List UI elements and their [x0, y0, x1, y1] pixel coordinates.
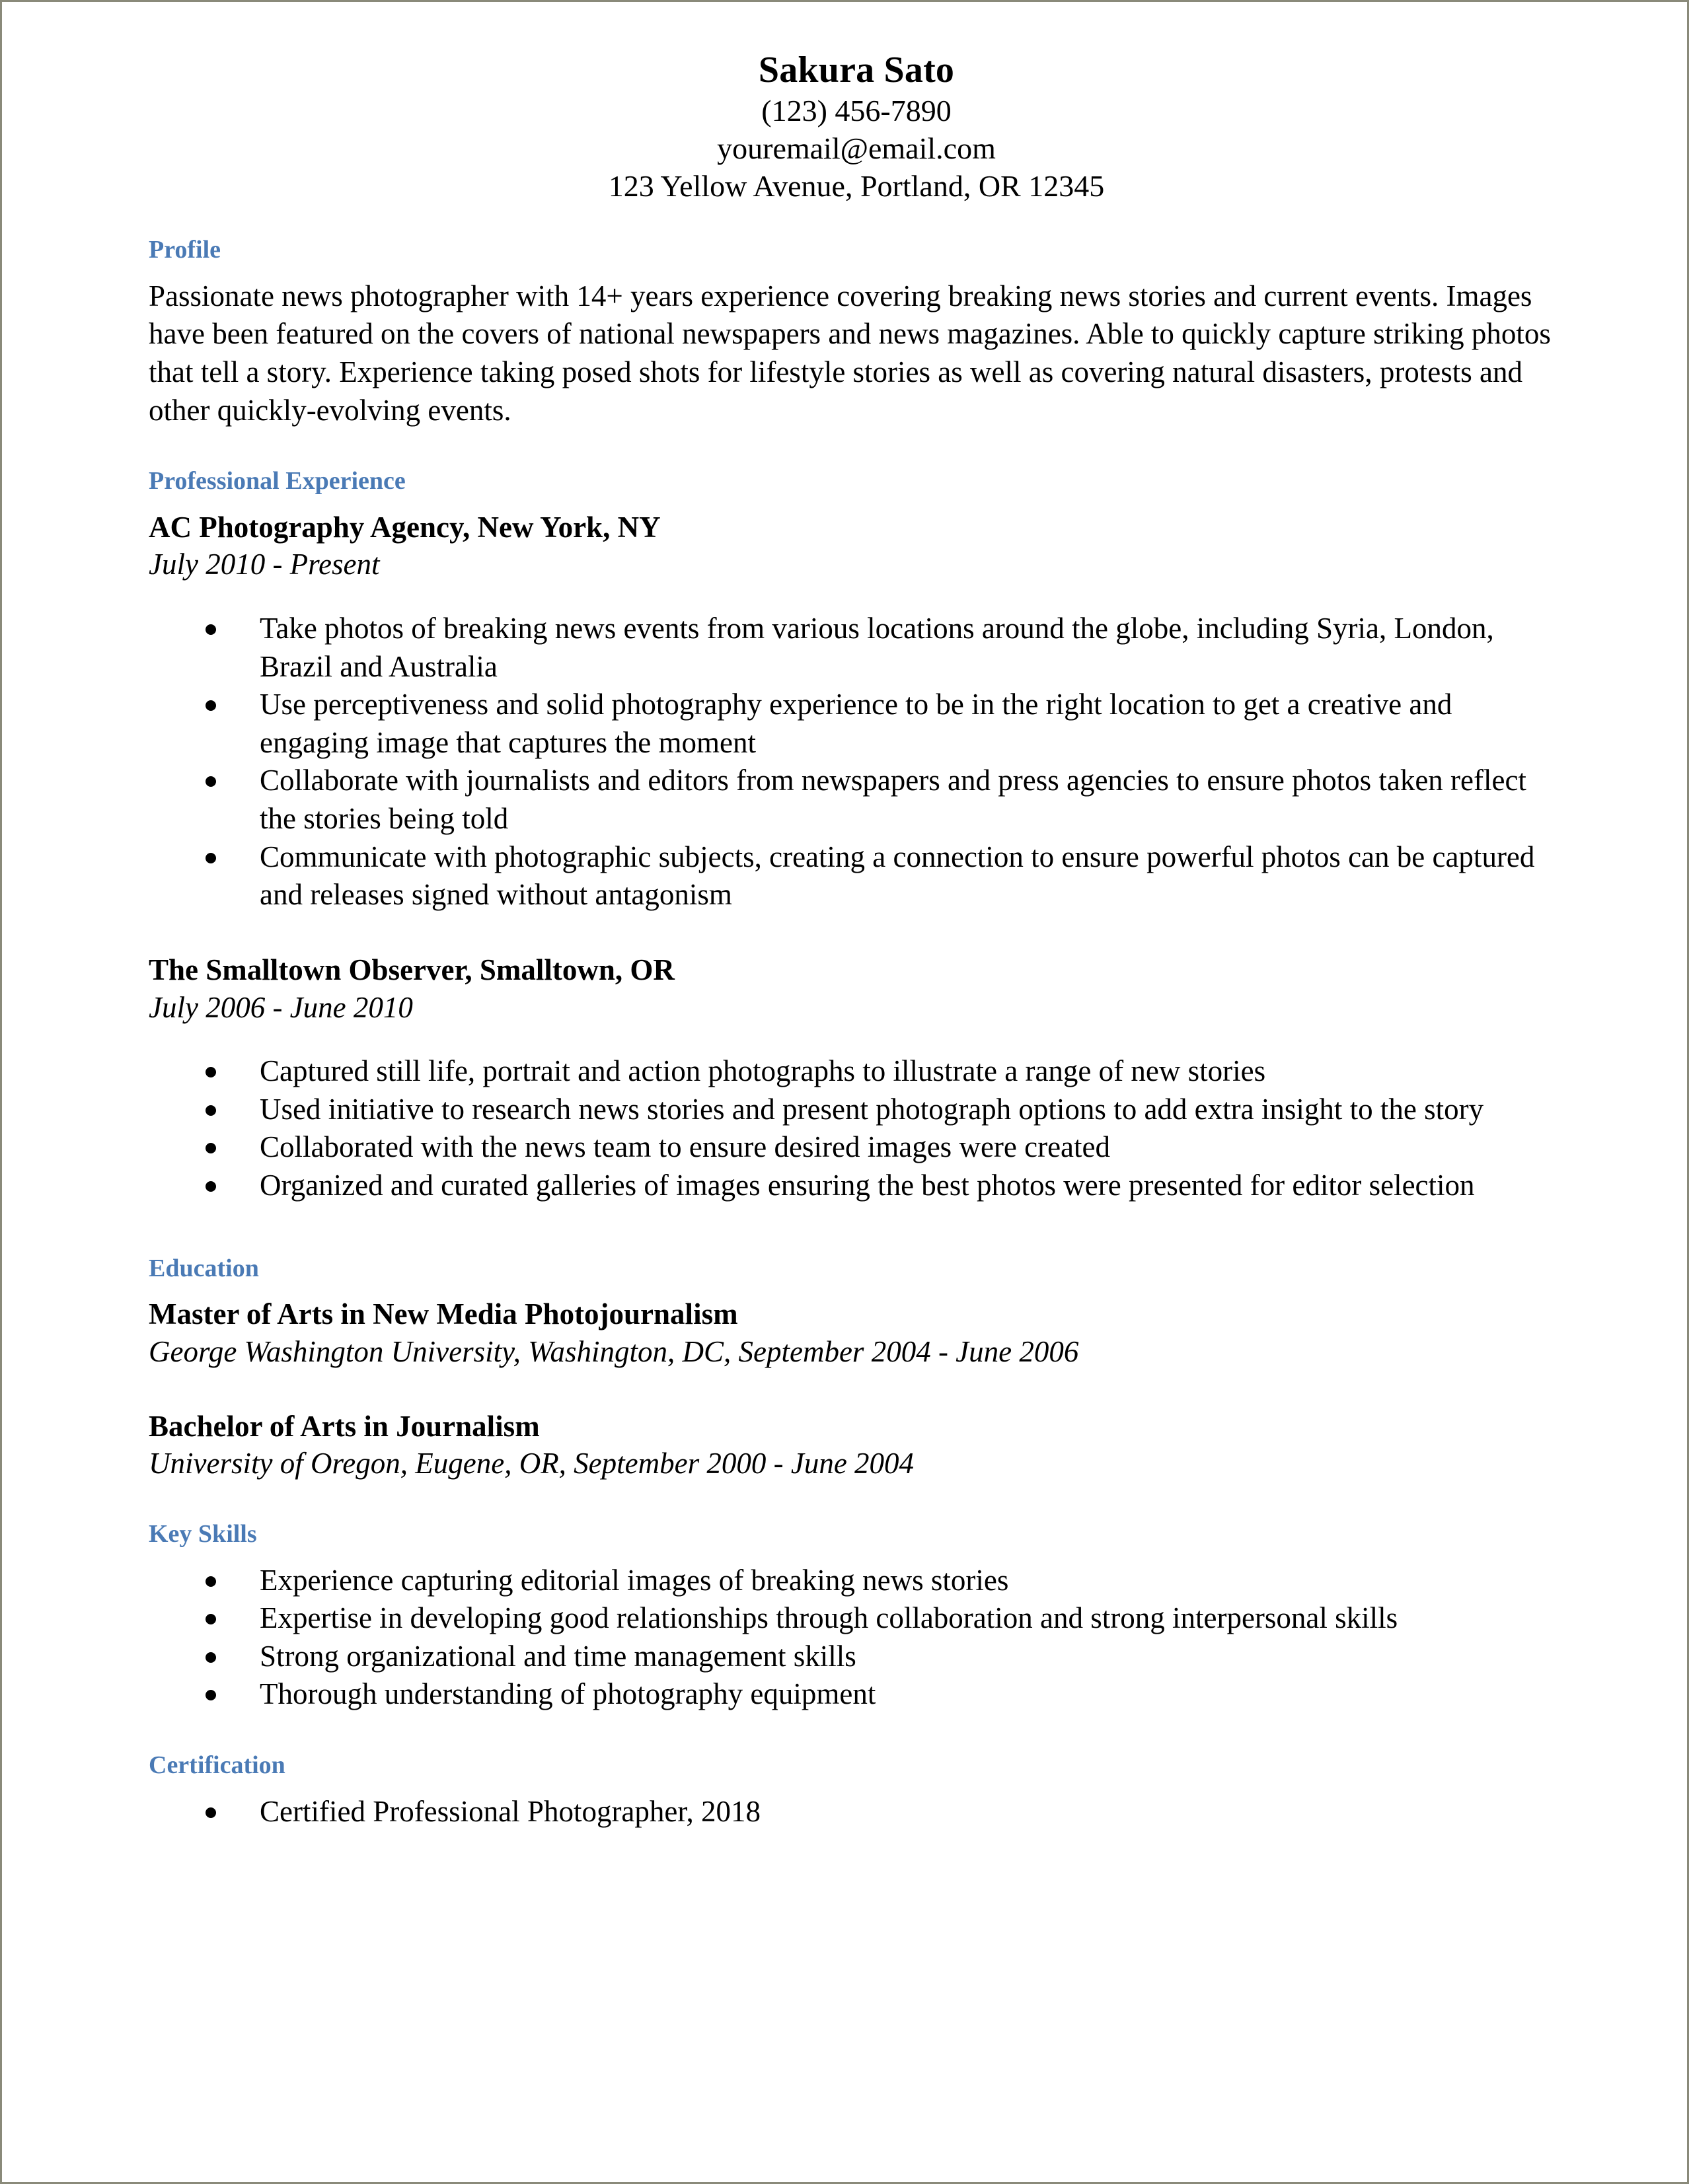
experience-bullet-list — [149, 610, 1564, 914]
section-heading-certification: Certification — [149, 1751, 285, 1779]
list-item: Take photos of breaking news events from various locations around the globe, including Syria, London, Brazil and Australia — [149, 610, 1564, 686]
experience-entry — [149, 951, 1564, 1205]
spacer — [149, 914, 1564, 951]
spacer — [149, 1371, 1564, 1408]
candidate-phone: (123) 456-7890 — [761, 94, 952, 128]
certification-bullet-list — [149, 1793, 1564, 1831]
list-item: Communicate with photographic subjects, creating a connection to ensure powerful photos can be captured and releases signed without antagonism — [149, 838, 1564, 914]
list-item: Certified Professional Photographer, 2018 — [149, 1793, 1564, 1831]
education-degree: Master of Arts in New Media Photojournalism — [149, 1297, 738, 1331]
resume-header — [149, 48, 1564, 205]
list-item: Collaborate with journalists and editors from newspapers and press agencies to ensure photos taken reflect the stories being told — [149, 762, 1564, 838]
key-skills-bullet-list — [149, 1562, 1564, 1714]
spacer — [149, 1026, 1564, 1052]
section-education — [149, 1254, 1564, 1482]
experience-dates: July 2006 - June 2010 — [149, 990, 413, 1024]
list-item: Captured still life, portrait and action photographs to illustrate a range of new stories — [149, 1052, 1564, 1091]
section-heading-key-skills: Key Skills — [149, 1519, 257, 1548]
section-key-skills — [149, 1519, 1564, 1714]
education-institution: George Washington University, Washington, DC, September 2004 - June 2006 — [149, 1334, 1079, 1368]
spacer — [149, 1205, 1564, 1254]
profile-summary-text: Passionate news photographer with 14+ years experience covering breaking news stories and current events. Images have been featured on the covers of national newspapers and news magazines. Able to quickly capture striking photos that tell a story. Experience taking posed shots for lifestyle stories as well as covering natural disasters, protests and other quickly-evolving events. — [149, 279, 1551, 427]
spacer — [149, 429, 1564, 466]
spacer — [149, 583, 1564, 610]
experience-employer: The Smalltown Observer, Smalltown, OR — [149, 953, 675, 986]
candidate-address: 123 Yellow Avenue, Portland, OR 12345 — [608, 169, 1105, 203]
spacer — [149, 1714, 1564, 1751]
experience-bullet-list — [149, 1052, 1564, 1204]
education-entry — [149, 1408, 1564, 1482]
section-heading-experience: Professional Experience — [149, 467, 406, 495]
experience-dates: July 2010 - Present — [149, 548, 380, 581]
section-certification — [149, 1751, 1564, 1831]
resume-sheet — [2, 2, 1687, 2182]
section-profile — [149, 235, 1564, 429]
education-institution: University of Oregon, Eugene, OR, September 2000 - June 2004 — [149, 1447, 915, 1480]
candidate-name: Sakura Sato — [758, 50, 955, 91]
education-degree: Bachelor of Arts in Journalism — [149, 1409, 540, 1443]
experience-employer: AC Photography Agency, New York, NY — [149, 510, 661, 544]
list-item: Used initiative to research news stories and present photograph options to add extra insight to the story — [149, 1091, 1564, 1129]
candidate-email: youremail@email.com — [717, 131, 996, 166]
section-experience — [149, 466, 1564, 1204]
list-item: Strong organizational and time management skills — [149, 1638, 1564, 1676]
education-entry — [149, 1295, 1564, 1370]
list-item: Expertise in developing good relationships through collaboration and strong interpersonal skills — [149, 1599, 1564, 1638]
section-heading-education: Education — [149, 1254, 259, 1282]
list-item: Experience capturing editorial images of breaking news stories — [149, 1562, 1564, 1600]
section-heading-profile: Profile — [149, 236, 221, 264]
list-item: Use perceptiveness and solid photography experience to be in the right location to get a creative and engaging image that captures the moment — [149, 686, 1564, 762]
list-item: Thorough understanding of photography equipment — [149, 1675, 1564, 1714]
list-item: Organized and curated galleries of images ensuring the best photos were presented for editor selection — [149, 1167, 1564, 1205]
experience-entry — [149, 509, 1564, 914]
spacer — [149, 1482, 1564, 1519]
list-item: Collaborated with the news team to ensure desired images were created — [149, 1128, 1564, 1167]
